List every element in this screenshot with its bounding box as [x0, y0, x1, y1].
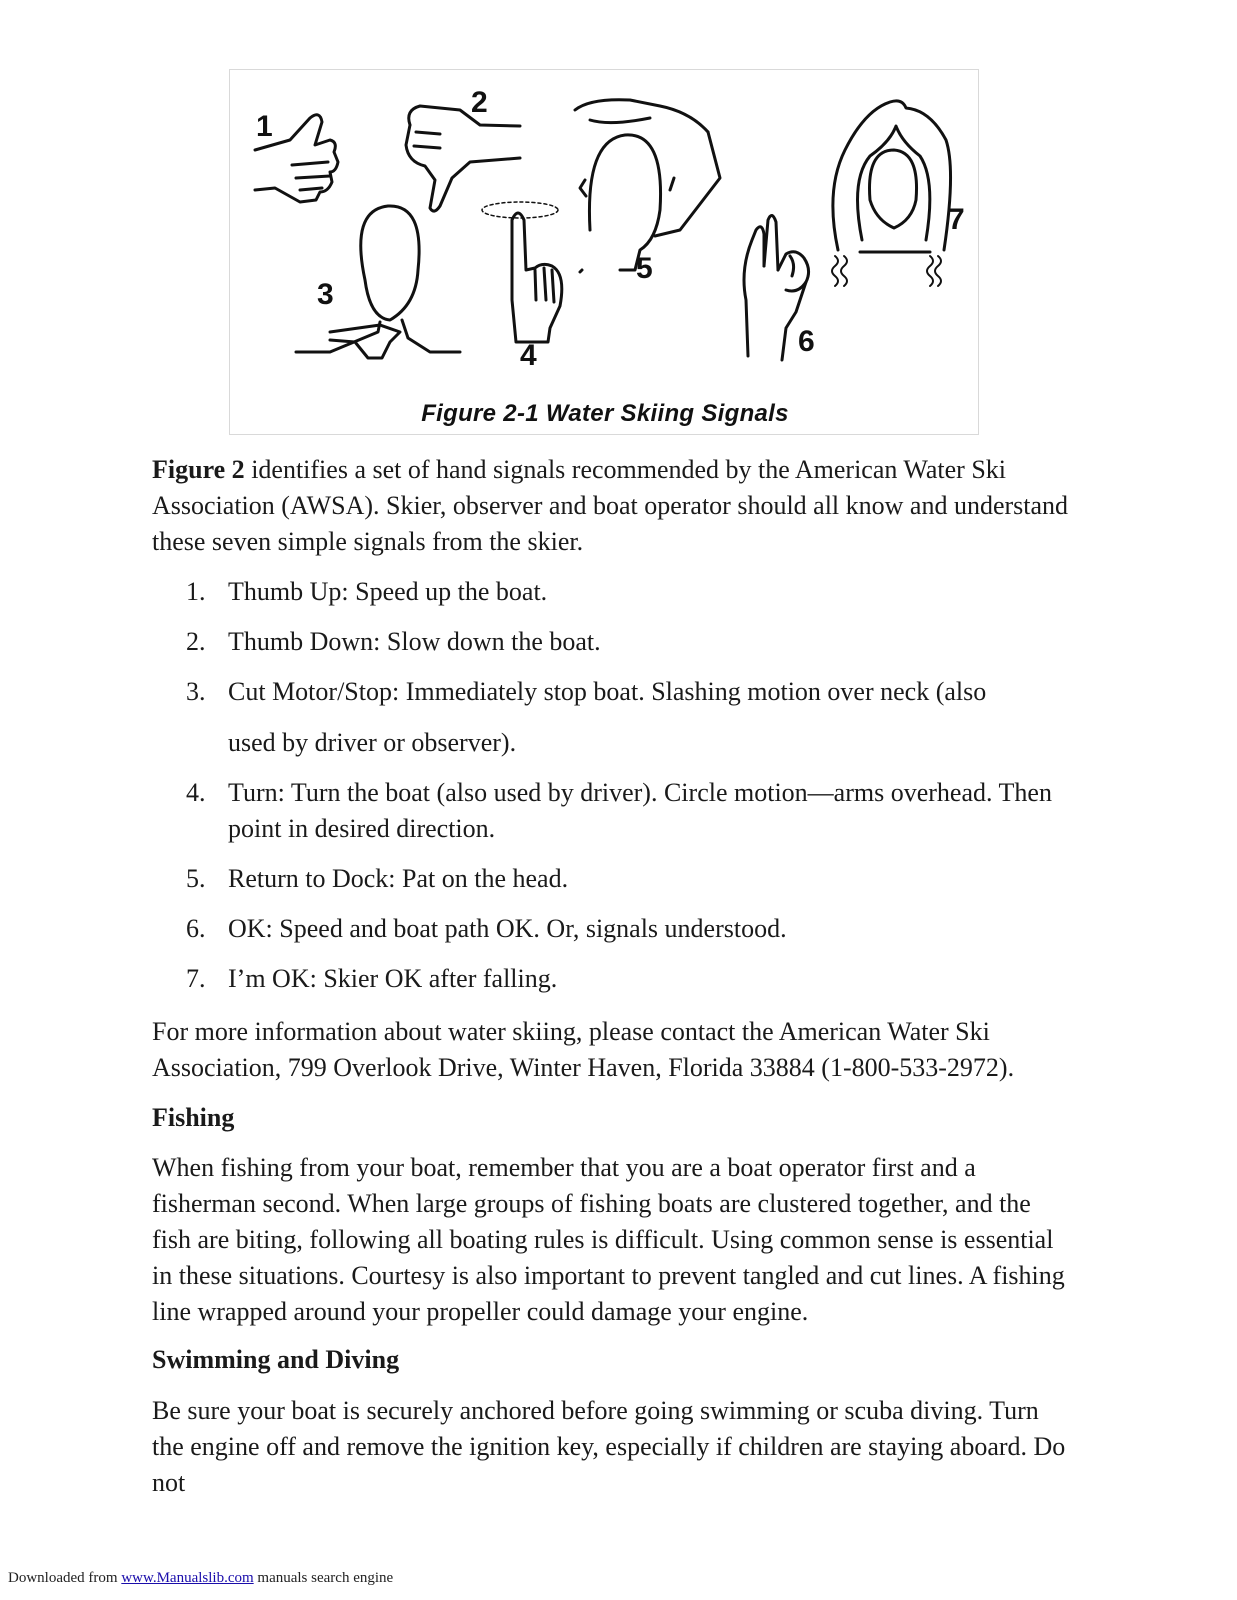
fishing-paragraph: When fishing from your boat, remember that you are a boat operator first and a fisherman second. When large groups of fishing boats are clustered together, and the fish are biting, following all boating rules is difficult. Using common sense is essential in these situations. Courtesy is also important to prevent tangled and cut lines. A fishing line wrapped around your propeller could damage your engine.	[152, 1153, 1065, 1326]
list-item: 7. I’m OK: Skier OK after falling.	[186, 964, 558, 993]
intro-paragraph	[152, 452, 1072, 560]
list-item: 3. Cut Motor/Stop: Immediately stop boat. Slashing motion over neck (also used by driver or observer).	[186, 677, 987, 757]
list-item: 5. Return to Dock: Pat on the head.	[186, 864, 569, 893]
return-to-dock-drawing	[575, 100, 720, 272]
figure-label-2: 2	[471, 86, 488, 119]
more-info-paragraph: For more information about water skiing, please contact the American Water Ski Association, 799 Overlook Drive, Winter Haven, Florida 33884 (1-800-533-2972).	[152, 1017, 1015, 1082]
list-item: 1. Thumb Up: Speed up the boat.	[186, 577, 548, 606]
list-item: 6. OK: Speed and boat path OK. Or, signals understood.	[186, 914, 787, 943]
figure-caption: Figure 2-1 Water Skiing Signals	[421, 400, 789, 427]
list-item: 2. Thumb Down: Slow down the boat.	[186, 627, 601, 656]
figure-water-skiing-signals	[229, 69, 979, 435]
figure-label-1: 1	[256, 110, 273, 143]
figure-label-5: 5	[636, 252, 653, 285]
figure-reference: Figure 2	[152, 455, 245, 484]
turn-drawing	[482, 202, 562, 342]
intro-text: identifies a set of hand signals recommended by the American Water Ski Association (AWSA). Skier, observer and boat operator should all know and understand these seven simple signals from the skier.	[152, 455, 1069, 556]
fishing-heading: Fishing	[152, 1103, 235, 1132]
figure-label-6: 6	[798, 325, 815, 358]
figure-label-7: 7	[948, 203, 965, 236]
swimming-paragraph: Be sure your boat is securely anchored before going swimming or scuba diving. Turn the engine off and remove the ignition key, especially if children are staying aboard. Do not	[152, 1396, 1066, 1497]
thumb-down-drawing	[406, 106, 520, 211]
figure-label-3: 3	[317, 278, 334, 311]
im-ok-drawing	[832, 101, 951, 286]
swimming-heading: Swimming and Diving	[152, 1345, 400, 1374]
list-item: 4. Turn: Turn the boat (also used by driver). Circle motion—arms overhead. Then point in desired direction.	[186, 778, 1052, 843]
manualslib-link[interactable]: www.Manualslib.com	[121, 1570, 254, 1586]
hand-signals-illustration	[230, 70, 980, 436]
download-footer: Downloaded from www.Manualslib.com manuals search engine	[8, 1570, 394, 1586]
figure-label-4: 4	[520, 339, 537, 372]
signals-list	[152, 574, 1072, 997]
